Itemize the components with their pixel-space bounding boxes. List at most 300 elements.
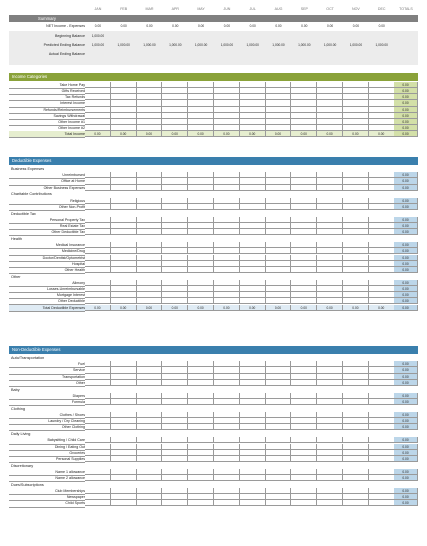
nondeductible-row-cell[interactable] <box>240 380 266 386</box>
deductible-row-cell[interactable] <box>188 298 214 304</box>
nondeductible-row-total: 0.00 <box>394 469 418 475</box>
nondeductible-row-cell[interactable] <box>214 380 240 386</box>
nondeductible-row-label: Personal Supplies <box>56 456 85 461</box>
month-header: APR <box>171 7 179 11</box>
nondeductible-row-cell[interactable] <box>240 399 266 405</box>
deductible-row-cell[interactable] <box>214 229 240 235</box>
nondeductible-row-cell[interactable] <box>291 424 317 430</box>
nondeductible-row-cell[interactable] <box>369 380 395 386</box>
deductible-row-label: Alimony <box>72 280 85 285</box>
nondeductible-row-cell[interactable] <box>291 475 317 481</box>
income-row-label: Other Income #2 <box>58 126 85 131</box>
deductible-row-cell[interactable] <box>266 185 292 191</box>
total-deductible-row-cell: 0.00 <box>111 305 137 311</box>
deductible-group-title: Deductible Tax <box>9 211 418 217</box>
nondeductible-row-cell[interactable] <box>369 399 395 405</box>
net-income-value: 0.00 <box>197 24 205 28</box>
deductible-row-cell[interactable] <box>317 229 343 235</box>
nondeductible-row-cell[interactable] <box>343 475 369 481</box>
deductible-row-total: 0.00 <box>394 172 418 178</box>
income-row-label: Gifts Received <box>61 89 85 94</box>
deductible-row-cell[interactable] <box>85 229 111 235</box>
nondeductible-row-cell[interactable] <box>291 500 317 506</box>
nondeductible-row-cell[interactable] <box>214 475 240 481</box>
total-deductible-row-cell: 0.00 <box>240 305 266 311</box>
nondeductible-row-label: Newspaper <box>66 495 85 500</box>
total-income-row-label: Total Income <box>64 132 85 137</box>
deductible-group-title: Business Expenses <box>9 166 418 172</box>
nondeductible-row-cell[interactable] <box>162 424 188 430</box>
deductible-row-cell[interactable] <box>266 298 292 304</box>
nondeductible-row-total: 0.00 <box>394 450 418 456</box>
deductible-row-cell[interactable] <box>240 229 266 235</box>
net-income-value: 0.00 <box>275 24 282 28</box>
nondeductible-row-cell[interactable] <box>188 399 214 405</box>
deductible-row-cell[interactable] <box>291 298 317 304</box>
total-deductible-row-total: 0.00 <box>394 305 418 311</box>
deductible-row-cell[interactable] <box>137 229 163 235</box>
predicted-ending-balance-value: 1,000.00 <box>323 43 337 47</box>
deductible-row-total: 0.00 <box>394 185 418 191</box>
income-row-label: Tax Refunds <box>65 95 85 100</box>
deductible-row-label: Medical Insurance <box>55 243 85 248</box>
total-deductible-row-cell: 0.00 <box>162 305 188 311</box>
income-row-label: Take Home Pay <box>59 83 85 87</box>
deductible-row-cell[interactable] <box>343 185 369 191</box>
nondeductible-row-cell[interactable] <box>85 424 111 430</box>
nondeductible-row-cell[interactable] <box>85 399 111 405</box>
predicted-ending-balance-value: 1,000.00 <box>246 43 259 47</box>
nondeductible-row-cell[interactable] <box>240 456 266 462</box>
nondeductible-row-label: Babysitting / Child Care <box>47 438 85 443</box>
nondeductible-row-cell[interactable] <box>317 399 343 405</box>
deductible-row-cell[interactable] <box>369 298 395 304</box>
nondeductible-row-cell[interactable] <box>188 380 214 386</box>
nondeductible-section-title: Non-Deductible Expenses <box>9 346 418 354</box>
nondeductible-row-cell[interactable] <box>317 424 343 430</box>
deductible-row-cell[interactable] <box>291 185 317 191</box>
deductible-row-label: Other Deductible Tax <box>51 230 85 235</box>
nondeductible-row-cell[interactable] <box>343 424 369 430</box>
nondeductible-row-total: 0.00 <box>394 380 418 386</box>
deductible-row-total: 0.00 <box>394 255 418 261</box>
deductible-row-total: 0.00 <box>394 242 418 248</box>
total-deductible-row-cell: 0.00 <box>266 305 292 311</box>
income-section-title: Income Categories <box>9 73 418 81</box>
deductible-row-cell[interactable] <box>111 267 137 273</box>
income-row-label: Interest Income <box>60 101 85 106</box>
nondeductible-group-title: Baby <box>9 387 418 393</box>
nondeductible-row-cell[interactable] <box>111 456 137 462</box>
net-income-value: 0.00 <box>120 24 127 28</box>
deductible-row-total: 0.00 <box>394 267 418 273</box>
nondeductible-row-cell[interactable] <box>214 424 240 430</box>
nondeductible-row-cell[interactable] <box>343 380 369 386</box>
nondeductible-row-cell[interactable] <box>162 399 188 405</box>
nondeductible-row-total: 0.00 <box>394 367 418 373</box>
deductible-row-label: Personal Property Tax <box>49 217 85 222</box>
nondeductible-row-cell[interactable] <box>162 380 188 386</box>
nondeductible-row-cell[interactable] <box>111 475 137 481</box>
deductible-row-cell[interactable] <box>85 267 111 273</box>
deductible-row-label: Other Business Expenses <box>43 185 85 190</box>
nondeductible-row-cell[interactable] <box>369 456 395 462</box>
nondeductible-row-total: 0.00 <box>394 437 418 443</box>
nondeductible-row-cell[interactable] <box>85 475 111 481</box>
predicted-ending-balance-value: 1,000.00 <box>194 43 208 47</box>
net-income-value: 0.00 <box>326 24 334 28</box>
nondeductible-row-cell[interactable] <box>317 500 343 506</box>
deductible-row-label: Other Non-Profit <box>58 204 85 209</box>
deductible-row-cell[interactable] <box>343 204 369 210</box>
predicted-ending-balance-value: 1,000.00 <box>298 43 311 47</box>
nondeductible-row-cell[interactable] <box>214 456 240 462</box>
deductible-row-cell[interactable] <box>266 204 292 210</box>
deductible-row-label: Religious <box>70 198 85 203</box>
nondeductible-row-label: Other <box>76 380 85 385</box>
deductible-row-total: 0.00 <box>394 280 418 286</box>
beginning-balance-label: Beginning Balance <box>55 34 85 38</box>
deductible-row-cell[interactable] <box>214 204 240 210</box>
deductible-row-cell[interactable] <box>266 267 292 273</box>
nondeductible-row-label: Other Clothing <box>61 425 85 430</box>
nondeductible-group-title: Daily Living <box>9 431 418 437</box>
deductible-row-cell[interactable] <box>369 229 395 235</box>
nondeductible-row-cell[interactable] <box>188 456 214 462</box>
summary-band <box>85 15 418 22</box>
nondeductible-row-label: Club Memberships <box>55 489 85 494</box>
nondeductible-row-label: Clothes / Shoes <box>59 413 85 417</box>
summary-title: Summary <box>9 15 85 22</box>
income-row-label: Savings Withdrawal <box>53 113 85 118</box>
nondeductible-row-total: 0.00 <box>394 500 418 506</box>
deductible-row-cell[interactable] <box>162 185 188 191</box>
total-income-row-cell: 0.00 <box>317 131 343 137</box>
month-header: NOV <box>352 7 360 11</box>
deductible-row-total: 0.00 <box>394 286 418 292</box>
nondeductible-row-label: Formula <box>71 399 85 404</box>
row-divider <box>9 311 85 312</box>
deductible-row-cell[interactable] <box>240 298 266 304</box>
income-row-total: 0.00 <box>394 88 418 94</box>
total-income-row-cell: 0.00 <box>85 131 111 137</box>
nondeductible-row-total: 0.00 <box>394 494 418 500</box>
total-deductible-row-cell: 0.00 <box>343 305 369 311</box>
deductible-row-label: Real Estate Tax <box>59 224 85 228</box>
nondeductible-row-cell[interactable] <box>343 456 369 462</box>
deductible-row-cell[interactable] <box>291 229 317 235</box>
deductible-row-cell[interactable] <box>240 267 266 273</box>
deductible-row-cell[interactable] <box>343 229 369 235</box>
month-header: JAN <box>94 7 102 11</box>
deductible-row-cell[interactable] <box>214 185 240 191</box>
net-income-value: 0.00 <box>94 24 101 28</box>
deductible-row-cell[interactable] <box>85 185 111 191</box>
deductible-row-label: Other Deductible <box>58 299 85 304</box>
total-income-row-cell: 0.00 <box>111 131 137 137</box>
nondeductible-row-total: 0.00 <box>394 475 418 481</box>
deductible-row-label: Losses-Unreimbursable <box>47 287 85 291</box>
nondeductible-row-cell[interactable] <box>369 424 395 430</box>
nondeductible-row-cell[interactable] <box>266 399 292 405</box>
nondeductible-group-title: Dues/Subscriptions <box>9 482 418 488</box>
total-deductible-row-cell: 0.00 <box>137 305 163 311</box>
deductible-row-label: Hospital <box>72 261 85 266</box>
total-deductible-row-cell: 0.00 <box>188 305 214 311</box>
nondeductible-row-cell[interactable] <box>369 500 395 506</box>
deductible-row-cell[interactable] <box>111 229 137 235</box>
nondeductible-row-cell[interactable] <box>111 380 137 386</box>
nondeductible-row-cell[interactable] <box>111 424 137 430</box>
nondeductible-row-label: Dining / Eating Out <box>54 444 85 449</box>
nondeductible-row-total: 0.00 <box>394 393 418 399</box>
nondeductible-row-label: Groceries <box>69 450 85 455</box>
month-header: MAR <box>145 7 154 11</box>
deductible-row-cell[interactable] <box>240 185 266 191</box>
total-income-row-cell: 0.00 <box>343 131 369 137</box>
predicted-ending-balance-value: 1,000.00 <box>117 43 130 47</box>
nondeductible-row-cell[interactable] <box>162 456 188 462</box>
month-header: DEC <box>377 7 386 11</box>
deductible-group-title: Other <box>9 274 418 280</box>
nondeductible-row-cell[interactable] <box>266 475 292 481</box>
deductible-group-title: Health <box>9 236 418 242</box>
total-deductible-row-cell: 0.00 <box>214 305 240 311</box>
row-divider <box>9 507 85 508</box>
nondeductible-row-total: 0.00 <box>394 444 418 450</box>
nondeductible-row-label: Name 1 allowance <box>55 469 85 474</box>
income-row-total: 0.00 <box>394 107 418 113</box>
net-income-value: 0.00 <box>146 24 153 28</box>
deductible-row-cell[interactable] <box>369 267 395 273</box>
nondeductible-row-total: 0.00 <box>394 361 418 367</box>
net-income-value: 0.00 <box>301 24 308 28</box>
deductible-row-cell[interactable] <box>188 204 214 210</box>
deductible-row-cell[interactable] <box>137 298 163 304</box>
row-divider <box>9 137 85 138</box>
income-row-total: 0.00 <box>394 82 418 88</box>
totals-header: TOTALS <box>399 7 413 11</box>
net-income-value: 0.00 <box>223 24 230 28</box>
nondeductible-row-cell[interactable] <box>317 380 343 386</box>
nondeductible-row-cell[interactable] <box>240 424 266 430</box>
nondeductible-row-total: 0.00 <box>394 399 418 405</box>
nondeductible-row-label: Child Sports <box>65 501 85 506</box>
deductible-row-cell[interactable] <box>188 229 214 235</box>
deductible-row-cell[interactable] <box>111 204 137 210</box>
nondeductible-group-title: Discretionary <box>9 463 418 469</box>
nondeductible-row-total: 0.00 <box>394 456 418 462</box>
nondeductible-row-cell[interactable] <box>266 456 292 462</box>
income-row-total: 0.00 <box>394 125 418 131</box>
total-income-row-cell: 0.00 <box>214 131 240 137</box>
nondeductible-row-cell[interactable] <box>188 500 214 506</box>
net-income-value: 0.00 <box>172 24 179 28</box>
predicted-ending-balance-value: 1,000.00 <box>220 43 234 47</box>
nondeductible-row-label: Diapers <box>72 393 85 398</box>
total-deductible-row-cell: 0.00 <box>291 305 317 311</box>
total-deductible-row-label: Total Deductible Expenses <box>42 306 85 311</box>
nondeductible-row-cell[interactable] <box>85 380 111 386</box>
deductible-row-cell[interactable] <box>85 298 111 304</box>
deductible-row-total: 0.00 <box>394 178 418 184</box>
nondeductible-row-cell[interactable] <box>188 475 214 481</box>
deductible-row-label: Doctor/Dentist/Optometrist <box>42 255 85 260</box>
deductible-row-total: 0.00 <box>394 248 418 254</box>
predicted-ending-balance-value: 1,000.00 <box>272 43 285 47</box>
nondeductible-row-label: Name 2 allowance <box>55 476 85 480</box>
total-income-row-cell: 0.00 <box>188 131 214 137</box>
deductible-row-cell[interactable] <box>162 204 188 210</box>
nondeductible-row-cell[interactable] <box>85 456 111 462</box>
net-income-label: NET Income - Expenses <box>46 24 85 28</box>
deductible-row-cell[interactable] <box>317 204 343 210</box>
nondeductible-row-total: 0.00 <box>394 488 418 494</box>
deductible-row-cell[interactable] <box>162 267 188 273</box>
total-deductible-row-cell: 0.00 <box>317 305 343 311</box>
nondeductible-row-cell[interactable] <box>137 475 163 481</box>
total-income-row-cell: 0.00 <box>137 131 163 137</box>
deductible-row-cell[interactable] <box>343 267 369 273</box>
nondeductible-row-cell[interactable] <box>137 424 163 430</box>
income-row-label: Other Income #1 <box>58 119 85 124</box>
total-deductible-row-cell: 0.00 <box>369 305 395 311</box>
nondeductible-row-cell[interactable] <box>317 456 343 462</box>
deductible-section-title: Deductible Expenses <box>9 157 418 165</box>
income-row-total: 0.00 <box>394 94 418 100</box>
deductible-row-total: 0.00 <box>394 261 418 267</box>
nondeductible-group-title: Auto/Transportation <box>9 355 418 361</box>
total-deductible-row-cell: 0.00 <box>85 305 111 311</box>
nondeductible-row-cell[interactable] <box>266 424 292 430</box>
income-row-label: Refunds/Reimbursements <box>43 107 85 112</box>
nondeductible-row-cell[interactable] <box>162 500 188 506</box>
income-row-total: 0.00 <box>394 113 418 119</box>
deductible-row-cell[interactable] <box>162 229 188 235</box>
nondeductible-row-total: 0.00 <box>394 418 418 424</box>
nondeductible-row-cell[interactable] <box>137 456 163 462</box>
nondeductible-row-cell[interactable] <box>343 500 369 506</box>
nondeductible-row-label: Fuel <box>78 362 85 367</box>
nondeductible-row-cell[interactable] <box>188 424 214 430</box>
nondeductible-row-cell[interactable] <box>266 500 292 506</box>
deductible-row-cell[interactable] <box>291 267 317 273</box>
month-header: JUN <box>223 7 231 11</box>
deductible-row-label: Unreimbursed <box>62 173 85 178</box>
nondeductible-row-cell[interactable] <box>369 475 395 481</box>
deductible-row-cell[interactable] <box>317 185 343 191</box>
nondeductible-row-cell[interactable] <box>137 380 163 386</box>
total-income-row-cell: 0.00 <box>291 131 317 137</box>
month-header: JUL <box>249 7 256 11</box>
deductible-row-total: 0.00 <box>394 217 418 223</box>
deductible-row-cell[interactable] <box>369 185 395 191</box>
nondeductible-row-cell[interactable] <box>291 399 317 405</box>
deductible-row-cell[interactable] <box>137 204 163 210</box>
deductible-row-cell[interactable] <box>188 267 214 273</box>
net-income-value: 0.00 <box>352 24 359 28</box>
total-income-row-cell: 0.00 <box>369 131 395 137</box>
month-header: OCT <box>326 7 334 11</box>
nondeductible-row-label: Laundry / Dry Cleaning <box>48 419 85 424</box>
nondeductible-row-cell[interactable] <box>85 500 111 506</box>
deductible-row-cell[interactable] <box>162 298 188 304</box>
deductible-row-cell[interactable] <box>137 267 163 273</box>
deductible-row-cell[interactable] <box>214 298 240 304</box>
month-header: SEP <box>300 7 308 11</box>
beginning-balance-value: 1,000.00 <box>91 34 105 38</box>
deductible-row-label: Medicine/Drug <box>61 249 85 254</box>
month-header: AUG <box>274 7 283 11</box>
predicted-ending-balance-value: 1,000.00 <box>169 43 182 47</box>
deductible-row-cell[interactable] <box>317 298 343 304</box>
total-income-row-total: 0.00 <box>394 131 418 137</box>
deductible-row-total: 0.00 <box>394 292 418 298</box>
deductible-row-label: Mortgage Interest <box>56 293 85 298</box>
nondeductible-row-total: 0.00 <box>394 374 418 380</box>
deductible-row-cell[interactable] <box>188 185 214 191</box>
total-income-row-cell: 0.00 <box>240 131 266 137</box>
deductible-row-cell[interactable] <box>214 267 240 273</box>
nondeductible-row-cell[interactable] <box>291 456 317 462</box>
deductible-row-cell[interactable] <box>137 185 163 191</box>
predicted-ending-balance-value: 1,000.00 <box>349 43 363 47</box>
nondeductible-row-cell[interactable] <box>111 500 137 506</box>
predicted-ending-balance-value: 1,000.00 <box>143 43 156 47</box>
nondeductible-row-cell[interactable] <box>111 399 137 405</box>
deductible-row-total: 0.00 <box>394 298 418 304</box>
deductible-row-cell[interactable] <box>291 204 317 210</box>
deductible-row-cell[interactable] <box>343 298 369 304</box>
nondeductible-row-cell[interactable] <box>343 399 369 405</box>
deductible-row-label: Office at Home <box>61 179 85 184</box>
deductible-row-total: 0.00 <box>394 223 418 229</box>
nondeductible-row-cell[interactable] <box>137 500 163 506</box>
nondeductible-row-cell[interactable] <box>291 380 317 386</box>
deductible-row-label: Other Health <box>64 267 85 272</box>
income-row-total: 0.00 <box>394 100 418 106</box>
predicted-ending-balance-value: 1,000.00 <box>375 43 388 47</box>
predicted-ending-balance-value: 1,000.00 <box>91 43 105 47</box>
deductible-row-cell[interactable] <box>266 229 292 235</box>
predicted-ending-balance-label: Predicted Ending Balance <box>43 43 85 47</box>
deductible-row-cell[interactable] <box>111 185 137 191</box>
nondeductible-row-cell[interactable] <box>240 475 266 481</box>
nondeductible-group-title: Clothing <box>9 406 418 412</box>
deductible-group-title: Charitable Contributions <box>9 191 418 197</box>
deductible-row-cell[interactable] <box>240 204 266 210</box>
nondeductible-row-cell[interactable] <box>317 475 343 481</box>
deductible-row-cell[interactable] <box>111 298 137 304</box>
nondeductible-row-cell[interactable] <box>214 399 240 405</box>
income-row-total: 0.00 <box>394 119 418 125</box>
total-income-row-cell: 0.00 <box>266 131 292 137</box>
nondeductible-row-cell[interactable] <box>214 500 240 506</box>
nondeductible-row-cell[interactable] <box>162 475 188 481</box>
nondeductible-row-label: Service <box>73 368 85 373</box>
net-income-value: 0.00 <box>378 24 385 28</box>
nondeductible-row-cell[interactable] <box>137 399 163 405</box>
nondeductible-row-cell[interactable] <box>240 500 266 506</box>
nondeductible-row-cell[interactable] <box>266 380 292 386</box>
deductible-row-cell[interactable] <box>85 204 111 210</box>
deductible-row-cell[interactable] <box>369 204 395 210</box>
deductible-row-total: 0.00 <box>394 204 418 210</box>
nondeductible-row-total: 0.00 <box>394 412 418 418</box>
month-header: FEB <box>120 7 128 11</box>
deductible-row-cell[interactable] <box>317 267 343 273</box>
deductible-row-total: 0.00 <box>394 229 418 235</box>
